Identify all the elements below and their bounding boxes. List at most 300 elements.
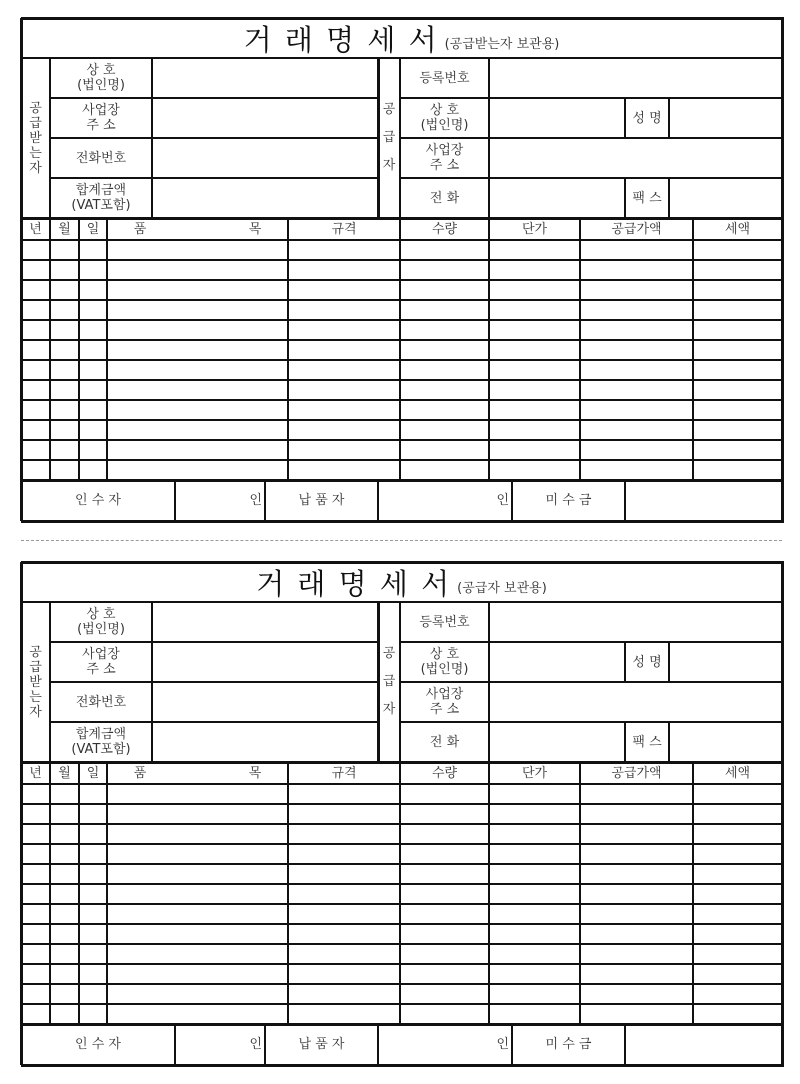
- item-row-1-cell-1[interactable]: [21, 240, 50, 260]
- item-row-8-cell-8[interactable]: [580, 380, 693, 400]
- item-row-2-cell-9[interactable]: [693, 804, 782, 824]
- buyer-phone-field[interactable]: [152, 138, 378, 178]
- item-row-9-cell-5[interactable]: [288, 400, 400, 420]
- item-row-7-cell-7[interactable]: [489, 904, 580, 924]
- form-title: 거 래 명 세 서: [256, 566, 452, 601]
- item-row-5-cell-6[interactable]: [400, 320, 489, 340]
- item-row-4-cell-2[interactable]: [50, 844, 79, 864]
- item-row-5-cell-9[interactable]: [693, 864, 782, 884]
- item-row-11-cell-2[interactable]: [50, 440, 79, 460]
- item-row-7-cell-8[interactable]: [580, 360, 693, 380]
- receiver-label: 인 수 자: [75, 1037, 121, 1052]
- supplier-reg-no-field[interactable]: [489, 602, 782, 642]
- item-row-2-cell-9[interactable]: [693, 260, 782, 280]
- item-row-1-cell-6[interactable]: [400, 240, 489, 260]
- item-row-11-cell-6[interactable]: [400, 984, 489, 1004]
- col-header-tax: 세액: [724, 221, 751, 237]
- form-title-row: [21, 562, 782, 602]
- buyer-phone-label: 전화번호: [75, 150, 127, 166]
- item-row-2-cell-8[interactable]: [580, 804, 693, 824]
- item-row-5-cell-5[interactable]: [288, 864, 400, 884]
- unpaid-field[interactable]: [625, 1024, 782, 1065]
- supplier-phone-label: 전 화: [429, 734, 460, 750]
- item-row-1-cell-7[interactable]: [489, 240, 580, 260]
- item-row-12-cell-3[interactable]: [79, 460, 107, 480]
- col-header-item-left: 품: [133, 221, 147, 237]
- deliverer-field[interactable]: [378, 480, 495, 521]
- item-row-8-cell-9[interactable]: [693, 924, 782, 944]
- item-row-12-cell-5[interactable]: [288, 460, 400, 480]
- item-row-5-cell-4[interactable]: [107, 320, 288, 340]
- col-header-spec: 규격: [331, 221, 357, 237]
- buyer-total-field[interactable]: [152, 722, 378, 762]
- item-row-3-cell-9[interactable]: [693, 280, 782, 300]
- supplier-fax-field[interactable]: [669, 178, 782, 218]
- supplier-company-label: 상 호 (법인명): [420, 647, 469, 677]
- item-row-7-cell-9[interactable]: [693, 904, 782, 924]
- item-row-4-cell-8[interactable]: [580, 844, 693, 864]
- item-row-1-cell-4[interactable]: [107, 240, 288, 260]
- item-row-7-cell-1[interactable]: [21, 360, 50, 380]
- cut-line-divider: [21, 540, 782, 541]
- item-row-12-cell-6[interactable]: [400, 460, 489, 480]
- item-row-4-cell-5[interactable]: [288, 300, 400, 320]
- item-row-7-cell-6[interactable]: [400, 904, 489, 924]
- item-row-5-cell-8[interactable]: [580, 320, 693, 340]
- item-row-10-cell-8[interactable]: [580, 420, 693, 440]
- item-row-10-cell-9[interactable]: [693, 964, 782, 984]
- item-row-1-cell-4[interactable]: [107, 784, 288, 804]
- item-row-5-cell-1[interactable]: [21, 864, 50, 884]
- col-header-item-right: 목: [248, 765, 262, 781]
- item-row-2-cell-1[interactable]: [21, 804, 50, 824]
- item-row-5-cell-3[interactable]: [79, 320, 107, 340]
- item-row-7-cell-8[interactable]: [580, 904, 693, 924]
- item-row-11-cell-7[interactable]: [489, 440, 580, 460]
- supplier-company-field[interactable]: [489, 642, 625, 682]
- item-row-2-cell-8[interactable]: [580, 260, 693, 280]
- grid-line: [21, 561, 784, 564]
- item-row-10-cell-6[interactable]: [400, 420, 489, 440]
- supplier-fax-field[interactable]: [669, 722, 782, 762]
- item-row-10-cell-3[interactable]: [79, 420, 107, 440]
- item-row-1-cell-6[interactable]: [400, 784, 489, 804]
- item-row-1-cell-8[interactable]: [580, 784, 693, 804]
- item-row-6-cell-6[interactable]: [400, 340, 489, 360]
- col-header-spec: 규격: [331, 765, 357, 781]
- item-row-4-cell-5[interactable]: [288, 844, 400, 864]
- buyer-company-field[interactable]: [152, 602, 378, 642]
- item-row-12-cell-7[interactable]: [489, 460, 580, 480]
- item-row-12-cell-9[interactable]: [693, 460, 782, 480]
- supplier-phone-field[interactable]: [489, 178, 625, 218]
- item-row-11-cell-9[interactable]: [693, 984, 782, 1004]
- item-row-5-cell-8[interactable]: [580, 864, 693, 884]
- item-row-6-cell-8[interactable]: [580, 340, 693, 360]
- form-title-row: [21, 18, 782, 58]
- item-row-11-cell-5[interactable]: [288, 440, 400, 460]
- item-row-12-cell-1[interactable]: [21, 460, 50, 480]
- item-row-6-cell-2[interactable]: [50, 340, 79, 360]
- item-row-9-cell-6[interactable]: [400, 944, 489, 964]
- item-row-4-cell-7[interactable]: [489, 300, 580, 320]
- buyer-address-field[interactable]: [152, 98, 378, 138]
- buyer-company-label: 상 호 (법인명): [77, 607, 125, 637]
- supplier-reg-no-label: 등록번호: [419, 70, 470, 86]
- col-header-supply-amount: 공급가액: [611, 221, 662, 237]
- col-header-item-left: 품: [133, 765, 147, 781]
- item-row-9-cell-9[interactable]: [693, 944, 782, 964]
- item-row-10-cell-8[interactable]: [580, 964, 693, 984]
- item-row-4-cell-4[interactable]: [107, 844, 288, 864]
- item-row-4-cell-9[interactable]: [693, 300, 782, 320]
- item-row-3-cell-4[interactable]: [107, 824, 288, 844]
- buyer-company-field[interactable]: [152, 58, 378, 98]
- supplier-name-label: 성 명: [632, 654, 662, 670]
- buyer-section-label: 공 급 받 는 자: [29, 100, 42, 176]
- item-row-9-cell-2[interactable]: [50, 400, 79, 420]
- item-row-3-cell-4[interactable]: [107, 280, 288, 300]
- item-row-6-cell-6[interactable]: [400, 884, 489, 904]
- col-header-unit-price: 단가: [521, 221, 548, 237]
- item-row-10-cell-5[interactable]: [288, 420, 400, 440]
- item-row-12-cell-4[interactable]: [107, 460, 288, 480]
- item-row-6-cell-9[interactable]: [693, 884, 782, 904]
- supplier-address-label: 사업장 주 소: [425, 687, 464, 717]
- item-row-8-cell-1[interactable]: [21, 924, 50, 944]
- item-row-6-cell-3[interactable]: [79, 340, 107, 360]
- item-row-9-cell-4[interactable]: [107, 400, 288, 420]
- item-row-11-cell-8[interactable]: [580, 984, 693, 1004]
- item-row-8-cell-7[interactable]: [489, 380, 580, 400]
- item-row-3-cell-2[interactable]: [50, 280, 79, 300]
- item-row-7-cell-4[interactable]: [107, 904, 288, 924]
- item-row-3-cell-9[interactable]: [693, 824, 782, 844]
- item-row-11-cell-1[interactable]: [21, 984, 50, 1004]
- item-row-4-cell-3[interactable]: [79, 844, 107, 864]
- item-row-3-cell-5[interactable]: [288, 824, 400, 844]
- item-row-1-cell-9[interactable]: [693, 240, 782, 260]
- item-row-2-cell-7[interactable]: [489, 804, 580, 824]
- item-row-8-cell-2[interactable]: [50, 380, 79, 400]
- unpaid-label: 미 수 금: [545, 493, 592, 508]
- item-row-8-cell-2[interactable]: [50, 924, 79, 944]
- item-row-1-cell-9[interactable]: [693, 784, 782, 804]
- item-row-8-cell-4[interactable]: [107, 924, 288, 944]
- item-row-8-cell-6[interactable]: [400, 924, 489, 944]
- supplier-name-label: 성 명: [632, 110, 662, 126]
- item-row-9-cell-4[interactable]: [107, 944, 288, 964]
- form-title: 거 래 명 세 서: [243, 22, 439, 57]
- item-row-7-cell-9[interactable]: [693, 360, 782, 380]
- item-row-10-cell-1[interactable]: [21, 964, 50, 984]
- item-row-6-cell-9[interactable]: [693, 340, 782, 360]
- item-row-5-cell-6[interactable]: [400, 864, 489, 884]
- item-row-12-cell-2[interactable]: [50, 1004, 79, 1024]
- col-header-year: 년: [29, 765, 42, 781]
- item-row-7-cell-5[interactable]: [288, 360, 400, 380]
- item-row-3-cell-6[interactable]: [400, 280, 489, 300]
- item-row-6-cell-7[interactable]: [489, 884, 580, 904]
- item-row-4-cell-4[interactable]: [107, 300, 288, 320]
- item-row-1-cell-7[interactable]: [489, 784, 580, 804]
- item-row-5-cell-7[interactable]: [489, 320, 580, 340]
- item-row-8-cell-5[interactable]: [288, 380, 400, 400]
- col-header-month: 월: [58, 765, 71, 781]
- supplier-fax-label: 팩 스: [632, 734, 662, 750]
- item-row-3-cell-7[interactable]: [489, 280, 580, 300]
- item-row-8-cell-5[interactable]: [288, 924, 400, 944]
- supplier-phone-label: 전 화: [429, 190, 460, 206]
- receiver-seal-label: 인: [249, 493, 262, 508]
- item-row-12-cell-3[interactable]: [79, 1004, 107, 1024]
- supplier-phone-field[interactable]: [489, 722, 625, 762]
- statement-form-2: [0, 544, 800, 1084]
- item-row-1-cell-2[interactable]: [50, 784, 79, 804]
- item-row-7-cell-3[interactable]: [79, 904, 107, 924]
- supplier-address-field[interactable]: [489, 682, 782, 722]
- item-row-6-cell-8[interactable]: [580, 884, 693, 904]
- buyer-phone-field[interactable]: [152, 682, 378, 722]
- item-row-12-cell-6[interactable]: [400, 1004, 489, 1024]
- item-row-6-cell-4[interactable]: [107, 340, 288, 360]
- item-row-6-cell-7[interactable]: [489, 340, 580, 360]
- item-row-6-cell-4[interactable]: [107, 884, 288, 904]
- item-row-3-cell-8[interactable]: [580, 280, 693, 300]
- item-row-9-cell-3[interactable]: [79, 944, 107, 964]
- item-row-2-cell-1[interactable]: [21, 260, 50, 280]
- item-row-12-cell-7[interactable]: [489, 1004, 580, 1024]
- item-row-7-cell-2[interactable]: [50, 360, 79, 380]
- item-row-6-cell-5[interactable]: [288, 884, 400, 904]
- item-row-9-cell-6[interactable]: [400, 400, 489, 420]
- item-row-2-cell-5[interactable]: [288, 260, 400, 280]
- deliverer-label: 납 품 자: [298, 493, 345, 508]
- item-row-8-cell-1[interactable]: [21, 380, 50, 400]
- item-row-12-cell-4[interactable]: [107, 1004, 288, 1024]
- supplier-name-field[interactable]: [669, 642, 782, 682]
- item-row-6-cell-5[interactable]: [288, 340, 400, 360]
- item-row-1-cell-8[interactable]: [580, 240, 693, 260]
- item-row-4-cell-1[interactable]: [21, 844, 50, 864]
- item-row-2-cell-6[interactable]: [400, 260, 489, 280]
- item-row-12-cell-5[interactable]: [288, 1004, 400, 1024]
- item-row-3-cell-1[interactable]: [21, 280, 50, 300]
- item-row-3-cell-3[interactable]: [79, 280, 107, 300]
- item-row-5-cell-4[interactable]: [107, 864, 288, 884]
- item-row-11-cell-7[interactable]: [489, 984, 580, 1004]
- item-row-3-cell-1[interactable]: [21, 824, 50, 844]
- item-row-4-cell-2[interactable]: [50, 300, 79, 320]
- item-row-8-cell-9[interactable]: [693, 380, 782, 400]
- item-row-10-cell-5[interactable]: [288, 964, 400, 984]
- col-header-qty: 수량: [431, 765, 458, 781]
- item-row-9-cell-7[interactable]: [489, 944, 580, 964]
- item-row-6-cell-2[interactable]: [50, 884, 79, 904]
- item-row-7-cell-7[interactable]: [489, 360, 580, 380]
- item-row-2-cell-3[interactable]: [79, 804, 107, 824]
- item-row-10-cell-3[interactable]: [79, 964, 107, 984]
- col-header-month: 월: [58, 221, 71, 237]
- item-row-10-cell-7[interactable]: [489, 964, 580, 984]
- item-row-6-cell-1[interactable]: [21, 884, 50, 904]
- item-row-9-cell-5[interactable]: [288, 944, 400, 964]
- item-row-12-cell-1[interactable]: [21, 1004, 50, 1024]
- item-row-11-cell-4[interactable]: [107, 440, 288, 460]
- item-row-2-cell-2[interactable]: [50, 260, 79, 280]
- item-row-12-cell-8[interactable]: [580, 460, 693, 480]
- item-row-1-cell-2[interactable]: [50, 240, 79, 260]
- receiver-seal-label: 인: [249, 1037, 262, 1052]
- item-row-7-cell-3[interactable]: [79, 360, 107, 380]
- item-row-5-cell-3[interactable]: [79, 864, 107, 884]
- item-row-3-cell-6[interactable]: [400, 824, 489, 844]
- buyer-address-label: 사업장 주 소: [82, 647, 120, 677]
- item-row-9-cell-1[interactable]: [21, 400, 50, 420]
- item-row-9-cell-3[interactable]: [79, 400, 107, 420]
- item-row-4-cell-9[interactable]: [693, 844, 782, 864]
- item-row-6-cell-1[interactable]: [21, 340, 50, 360]
- item-row-9-cell-8[interactable]: [580, 400, 693, 420]
- item-row-3-cell-7[interactable]: [489, 824, 580, 844]
- item-row-7-cell-2[interactable]: [50, 904, 79, 924]
- buyer-total-field[interactable]: [152, 178, 378, 218]
- item-row-1-cell-1[interactable]: [21, 784, 50, 804]
- item-row-11-cell-4[interactable]: [107, 984, 288, 1004]
- supplier-name-field[interactable]: [669, 98, 782, 138]
- item-row-10-cell-9[interactable]: [693, 420, 782, 440]
- item-row-4-cell-6[interactable]: [400, 844, 489, 864]
- item-row-1-cell-5[interactable]: [288, 240, 400, 260]
- item-row-11-cell-5[interactable]: [288, 984, 400, 1004]
- buyer-address-field[interactable]: [152, 642, 378, 682]
- item-row-10-cell-7[interactable]: [489, 420, 580, 440]
- item-row-10-cell-2[interactable]: [50, 420, 79, 440]
- col-header-day: 일: [86, 221, 100, 237]
- supplier-section-label: 공 급 자: [382, 102, 396, 173]
- col-header-qty: 수량: [431, 221, 458, 237]
- item-row-4-cell-7[interactable]: [489, 844, 580, 864]
- item-row-10-cell-6[interactable]: [400, 964, 489, 984]
- col-header-item-right: 목: [248, 221, 262, 237]
- supplier-company-field[interactable]: [489, 98, 625, 138]
- item-row-3-cell-2[interactable]: [50, 824, 79, 844]
- item-row-8-cell-3[interactable]: [79, 924, 107, 944]
- item-row-4-cell-1[interactable]: [21, 300, 50, 320]
- deliverer-seal-label: 인: [496, 1037, 509, 1052]
- unpaid-label: 미 수 금: [545, 1037, 592, 1052]
- col-header-day: 일: [86, 765, 100, 781]
- buyer-company-label: 상 호 (법인명): [77, 63, 125, 93]
- item-row-2-cell-2[interactable]: [50, 804, 79, 824]
- item-row-5-cell-7[interactable]: [489, 864, 580, 884]
- item-row-3-cell-8[interactable]: [580, 824, 693, 844]
- supplier-fax-label: 팩 스: [632, 190, 662, 206]
- item-row-4-cell-3[interactable]: [79, 300, 107, 320]
- item-row-5-cell-2[interactable]: [50, 320, 79, 340]
- item-row-9-cell-8[interactable]: [580, 944, 693, 964]
- item-row-7-cell-6[interactable]: [400, 360, 489, 380]
- item-row-9-cell-2[interactable]: [50, 944, 79, 964]
- col-header-tax: 세액: [724, 765, 751, 781]
- item-row-11-cell-1[interactable]: [21, 440, 50, 460]
- item-row-5-cell-2[interactable]: [50, 864, 79, 884]
- item-row-2-cell-4[interactable]: [107, 804, 288, 824]
- item-row-10-cell-4[interactable]: [107, 964, 288, 984]
- buyer-total-label: 합계금액 (VAT포함): [71, 727, 131, 757]
- receiver-field[interactable]: [175, 480, 250, 521]
- item-row-2-cell-6[interactable]: [400, 804, 489, 824]
- item-row-11-cell-8[interactable]: [580, 440, 693, 460]
- item-row-3-cell-5[interactable]: [288, 280, 400, 300]
- item-row-8-cell-4[interactable]: [107, 380, 288, 400]
- item-row-9-cell-1[interactable]: [21, 944, 50, 964]
- unpaid-field[interactable]: [625, 480, 782, 521]
- col-header-year: 년: [29, 221, 42, 237]
- receiver-field[interactable]: [175, 1024, 250, 1065]
- item-row-3-cell-3[interactable]: [79, 824, 107, 844]
- item-row-7-cell-4[interactable]: [107, 360, 288, 380]
- deliverer-field[interactable]: [378, 1024, 495, 1065]
- buyer-section-label: 공 급 받 는 자: [29, 644, 42, 720]
- item-row-5-cell-9[interactable]: [693, 320, 782, 340]
- item-row-8-cell-3[interactable]: [79, 380, 107, 400]
- supplier-company-label: 상 호 (법인명): [420, 103, 469, 133]
- item-row-12-cell-9[interactable]: [693, 1004, 782, 1024]
- item-row-11-cell-3[interactable]: [79, 440, 107, 460]
- item-row-1-cell-5[interactable]: [288, 784, 400, 804]
- item-row-1-cell-3[interactable]: [79, 240, 107, 260]
- item-row-10-cell-1[interactable]: [21, 420, 50, 440]
- item-row-9-cell-7[interactable]: [489, 400, 580, 420]
- item-row-12-cell-8[interactable]: [580, 1004, 693, 1024]
- item-row-11-cell-3[interactable]: [79, 984, 107, 1004]
- item-row-5-cell-5[interactable]: [288, 320, 400, 340]
- item-row-2-cell-7[interactable]: [489, 260, 580, 280]
- statement-form-1: [0, 0, 800, 540]
- item-row-10-cell-2[interactable]: [50, 964, 79, 984]
- supplier-reg-no-label: 등록번호: [419, 614, 470, 630]
- item-row-8-cell-7[interactable]: [489, 924, 580, 944]
- item-row-12-cell-2[interactable]: [50, 460, 79, 480]
- item-row-8-cell-8[interactable]: [580, 924, 693, 944]
- item-row-10-cell-4[interactable]: [107, 420, 288, 440]
- supplier-address-field[interactable]: [489, 138, 782, 178]
- item-row-11-cell-6[interactable]: [400, 440, 489, 460]
- supplier-reg-no-field[interactable]: [489, 58, 782, 98]
- receiver-label: 인 수 자: [75, 493, 121, 508]
- col-header-unit-price: 단가: [521, 765, 548, 781]
- item-row-2-cell-5[interactable]: [288, 804, 400, 824]
- item-row-2-cell-3[interactable]: [79, 260, 107, 280]
- item-row-7-cell-1[interactable]: [21, 904, 50, 924]
- item-row-7-cell-5[interactable]: [288, 904, 400, 924]
- item-row-6-cell-3[interactable]: [79, 884, 107, 904]
- item-row-4-cell-8[interactable]: [580, 300, 693, 320]
- item-row-9-cell-9[interactable]: [693, 400, 782, 420]
- buyer-address-label: 사업장 주 소: [82, 103, 120, 133]
- col-header-supply-amount: 공급가액: [611, 765, 662, 781]
- buyer-phone-label: 전화번호: [75, 694, 127, 710]
- item-row-11-cell-2[interactable]: [50, 984, 79, 1004]
- item-row-4-cell-6[interactable]: [400, 300, 489, 320]
- item-row-5-cell-1[interactable]: [21, 320, 50, 340]
- supplier-section-label: 공 급 자: [382, 646, 396, 717]
- item-row-8-cell-6[interactable]: [400, 380, 489, 400]
- item-row-1-cell-3[interactable]: [79, 784, 107, 804]
- item-row-2-cell-4[interactable]: [107, 260, 288, 280]
- item-row-11-cell-9[interactable]: [693, 440, 782, 460]
